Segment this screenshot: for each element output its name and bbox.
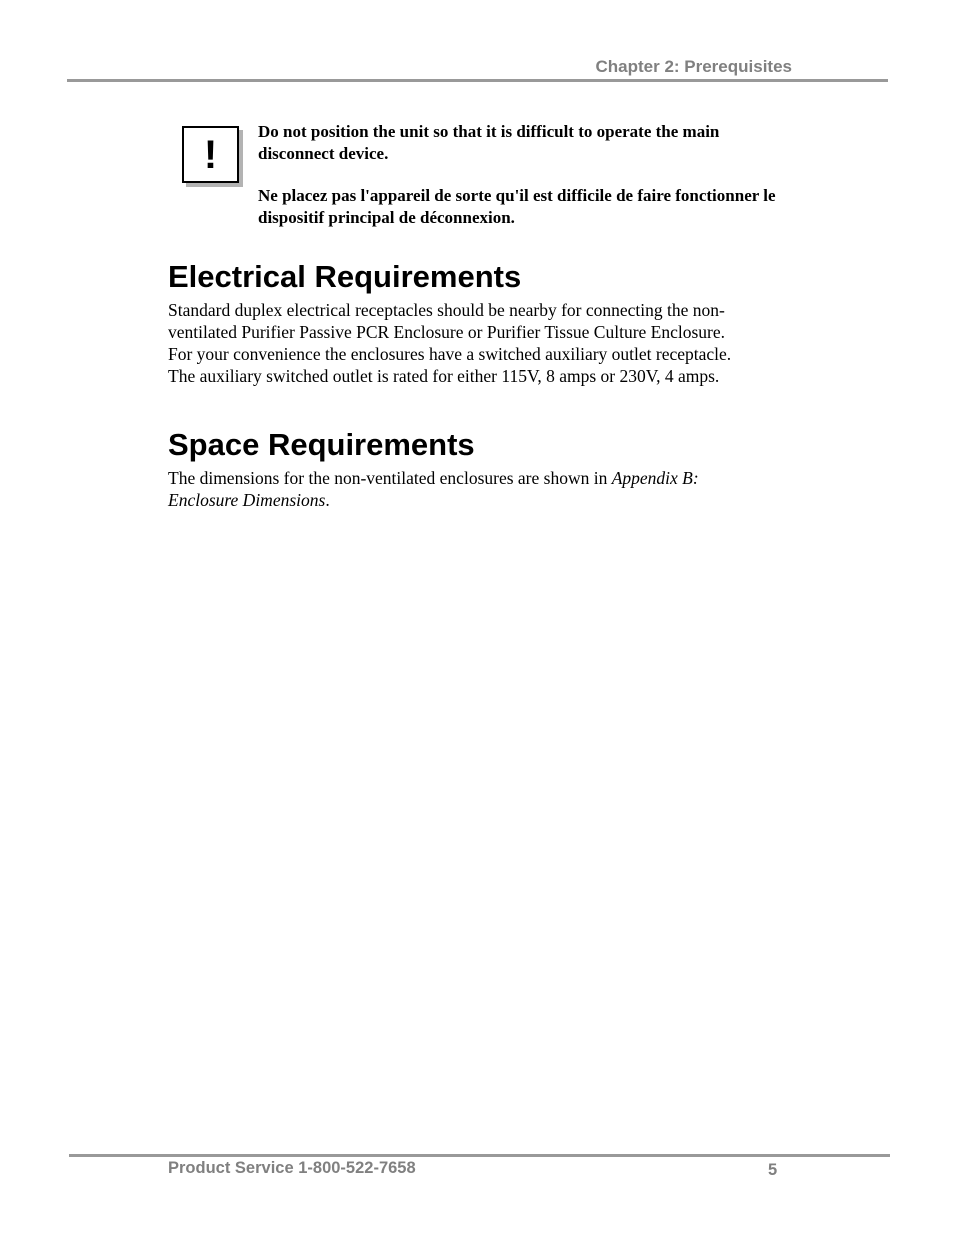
appendix-reference-2: Enclosure Dimensions bbox=[168, 490, 326, 510]
electrical-section bbox=[168, 255, 788, 387]
header-rule bbox=[67, 79, 888, 82]
page-number: 5 bbox=[768, 1161, 778, 1179]
electrical-paragraph bbox=[168, 299, 788, 387]
chapter-header: Chapter 2: Prerequisites bbox=[595, 57, 792, 76]
space-section bbox=[168, 423, 788, 511]
caution-icon: ! bbox=[182, 126, 239, 183]
main-content bbox=[168, 255, 788, 511]
footer-rule bbox=[69, 1154, 890, 1157]
space-period: . bbox=[325, 490, 330, 510]
electrical-line-2: ventilated Purifier Passive PCR Enclosure or Purifier Tissue Culture Enclosure. bbox=[168, 322, 726, 342]
space-paragraph bbox=[168, 467, 788, 511]
appendix-reference-1: Appendix B: bbox=[611, 468, 699, 488]
space-text: The dimensions for the non-ventilated enclosures are shown in bbox=[168, 468, 612, 488]
electrical-line-1: Standard duplex electrical receptacles should be nearby for connecting the non- bbox=[168, 300, 725, 320]
electrical-heading: Electrical Requirements bbox=[168, 259, 522, 294]
electrical-line-3: For your convenience the enclosures have a switched auxiliary outlet receptacle. bbox=[168, 344, 732, 364]
space-heading: Space Requirements bbox=[168, 427, 475, 462]
caution-notice bbox=[258, 121, 798, 249]
caution-english: Do not position the unit so that it is difficult to operate the main disconnect device. bbox=[258, 122, 720, 163]
caution-french: Ne placez pas l'appareil de sorte qu'il est difficile de faire fonctionner le dispositif principal de déconnexion. bbox=[258, 186, 776, 227]
electrical-line-4: The auxiliary switched outlet is rated for either 115V, 8 amps or 230V, 4 amps. bbox=[168, 366, 720, 386]
product-service-phone: Product Service 1-800-522-7658 bbox=[168, 1159, 416, 1177]
